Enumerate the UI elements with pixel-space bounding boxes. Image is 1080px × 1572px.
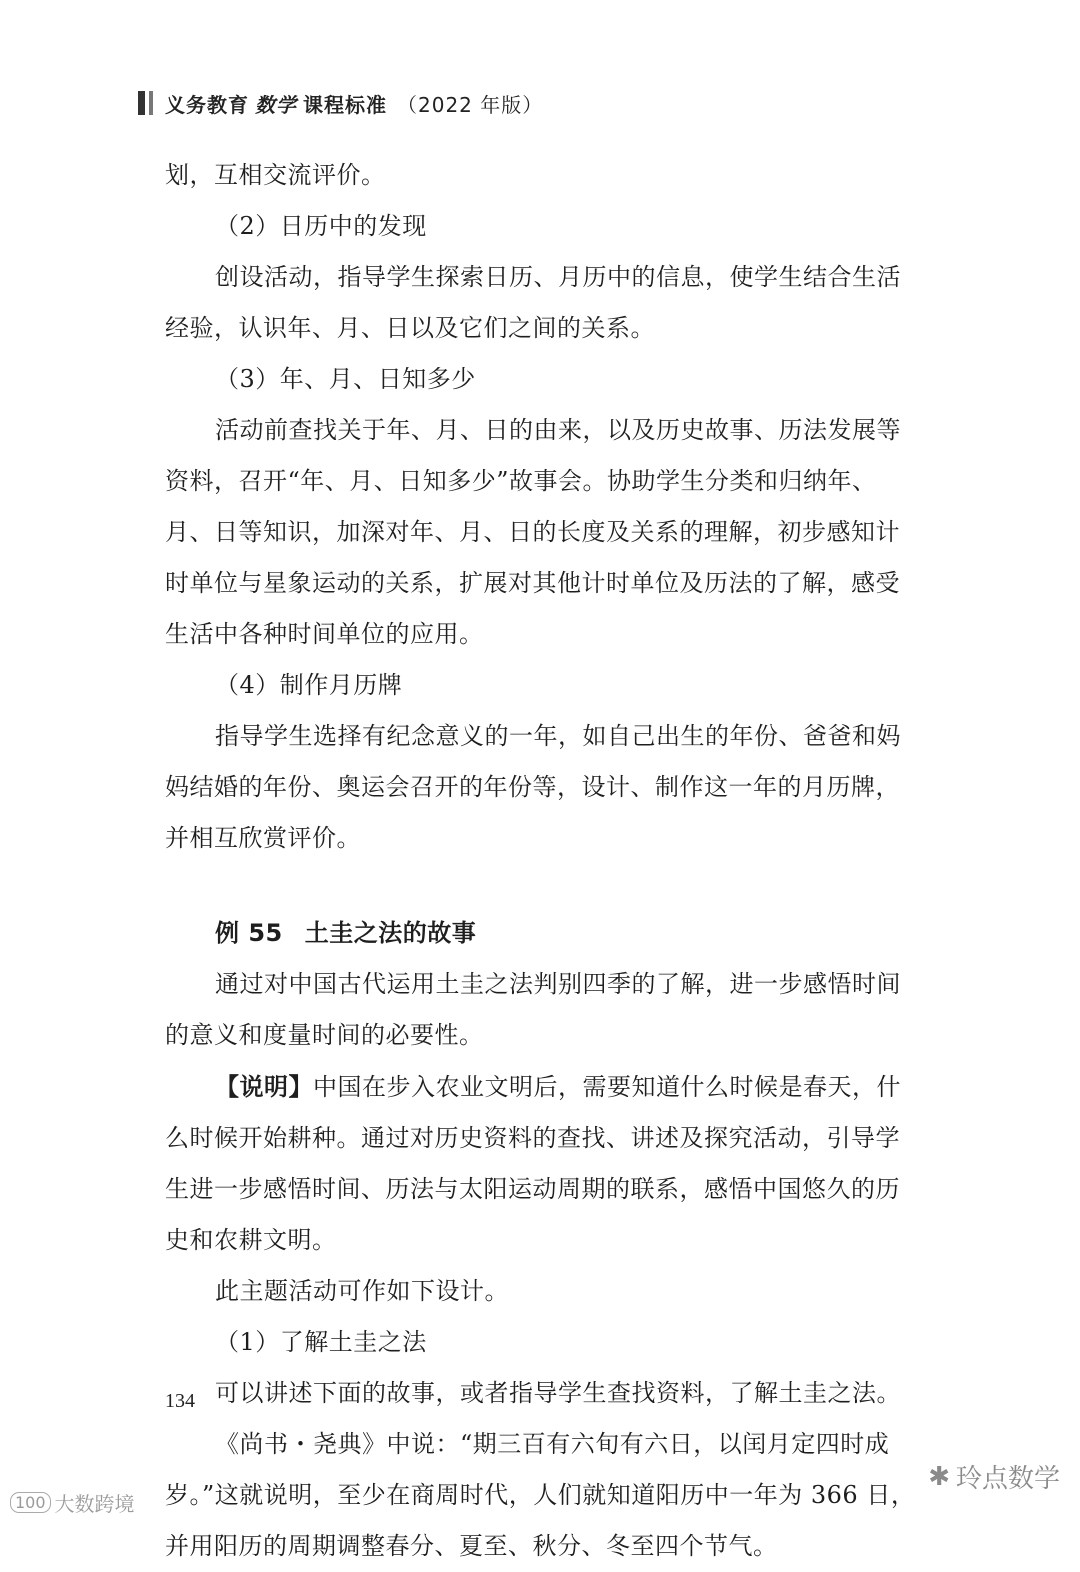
example-heading xyxy=(165,908,917,959)
subheading-2: （2）日历中的发现 xyxy=(215,212,427,240)
header-title-part1: 义务教育 xyxy=(165,92,249,117)
paragraph-calendar-making: 指导学生选择有纪念意义的一年，如自己出生的年份、爸爸和妈妈结婚的年份、奥运会召开的年份等，设计、制作这一年的月历牌，并相互欣赏评价。 xyxy=(165,722,901,852)
subheading-4: （4）制作月历牌 xyxy=(215,671,403,699)
running-header xyxy=(138,88,543,118)
header-edition: （2022 年版） xyxy=(397,92,544,117)
header-title-math: 数学 xyxy=(255,92,297,117)
watermark-right xyxy=(928,1458,1060,1495)
example-subheading-1-text: 可以讲述下面的故事，或者指导学生查找资料，了解土圭之法。 xyxy=(215,1379,901,1407)
header-title-part2: 课程标准 xyxy=(303,92,387,117)
example-subheading-1: （1）了解土圭之法 xyxy=(215,1328,427,1356)
watermark-left-text: 大数跨境 xyxy=(54,1492,135,1516)
note-label: 【说明】 xyxy=(215,1072,313,1101)
header-bars-decoration xyxy=(138,91,153,115)
paragraph-year-month-day: 活动前查找关于年、月、日的由来，以及历史故事、历法发展等资料，召开“年、月、日知多少”故事会。协助学生分类和归纳年、月、日等知识，加深对年、月、日的长度及关系的理解，初步感知计时单位与星象运动的关系，扩展对其他计时单位及历法的了解，感受生活中各种时间单位的应用。 xyxy=(165,416,901,648)
watermark-left xyxy=(10,1488,135,1517)
subheading-3: （3）年、月、日知多少 xyxy=(215,365,476,393)
example-title: 土圭之法的故事 xyxy=(304,919,477,947)
header-title xyxy=(165,89,543,118)
example-design: 此主题活动可作如下设计。 xyxy=(215,1277,509,1305)
example-note xyxy=(165,1061,917,1266)
paragraph-calendar-discovery: 创设活动，指导学生探索日历、月历中的信息，使学生结合生活经验，认识年、月、日以及它们之间的关系。 xyxy=(165,263,901,342)
watermark-left-logo: 100 xyxy=(10,1492,51,1513)
page-number: 134 xyxy=(165,1390,195,1412)
note-text: 中国在步入农业文明后，需要知道什么时候是春天，什么时候开始耕种。通过对历史资料的查找、讲述及探究活动，引导学生进一步感悟时间、历法与太阳运动周期的联系，感悟中国悠久的历史和农耕文明。 xyxy=(165,1073,901,1254)
page-body xyxy=(165,150,917,1572)
watermark-right-text: 玲点数学 xyxy=(955,1464,1060,1494)
example-quote: 《尚书・尧典》中说：“期三百有六旬有六日，以闰月定四时成岁。”这就说明，至少在商周时代，人们就知道阳历中一年为 366 日，并用阳历的周期调整春分、夏至、秋分、冬至四个节气。 xyxy=(165,1430,916,1560)
wechat-icon: ✱ xyxy=(928,1461,950,1492)
section-gap xyxy=(165,864,917,908)
paragraph-continued: 划，互相交流评价。 xyxy=(165,161,386,189)
example-label: 例 55 xyxy=(215,919,283,947)
example-intro: 通过对中国古代运用土圭之法判别四季的了解，进一步感悟时间的意义和度量时间的必要性。 xyxy=(165,970,901,1049)
